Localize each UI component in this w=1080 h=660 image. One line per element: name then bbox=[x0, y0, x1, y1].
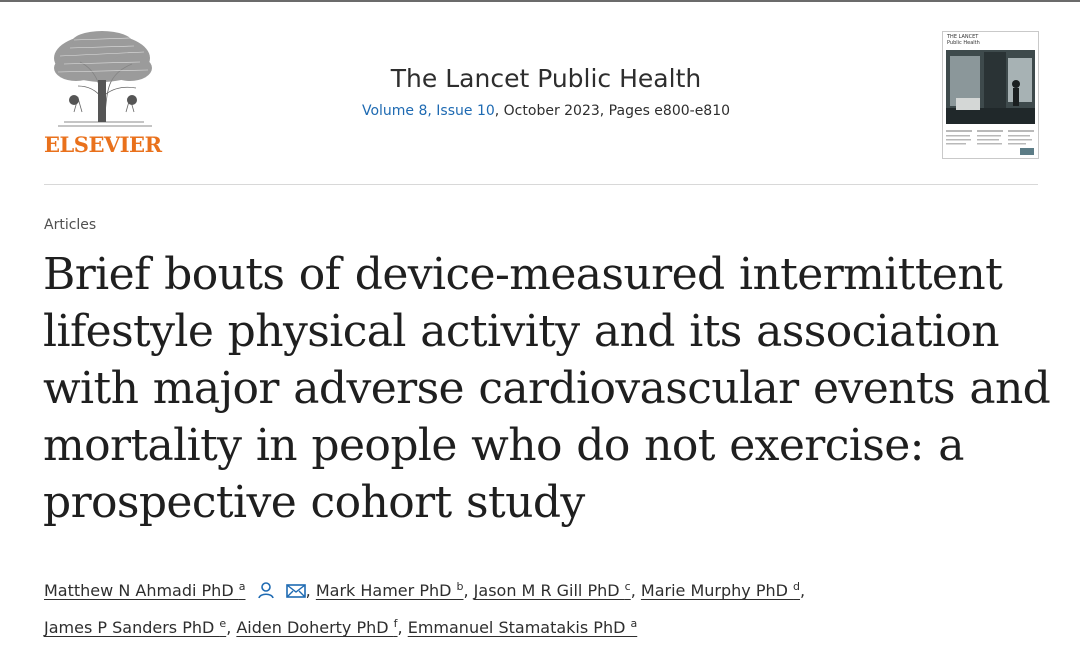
email-icon[interactable] bbox=[286, 577, 306, 611]
cover-text-lines bbox=[946, 128, 1035, 156]
article-title: Brief bouts of device-measured intermittent lifestyle physical activity and its association with major adverse cardiovascular events and mortality in people who do not exercise: a prospective cohort study bbox=[43, 249, 1051, 528]
author-link[interactable]: Mark Hamer PhD $^b$ bbox=[315, 580, 464, 600]
author-link[interactable]: Aiden Doherty PhD $^f$ bbox=[236, 617, 398, 637]
header-divider bbox=[44, 184, 1038, 185]
cover-photo bbox=[946, 50, 1035, 124]
cover-title-line2: Public Health bbox=[947, 40, 980, 46]
journal-info bbox=[214, 64, 878, 119]
cover-title-line1: THE LANCET bbox=[947, 34, 979, 40]
author-list: Matthew N Ahmadi PhD $^a$ , Mark Hamer PhD $^b$, Jason M R Gill PhD $^c$, Marie Murphy PhD $^d$, James P Sanders PhD $^e$, Aiden Doherty PhD $^f$, Emmanuel Stamatakis PhD $^a$ bbox=[44, 574, 1064, 645]
author-link[interactable]: Marie Murphy PhD $^d$ bbox=[640, 580, 801, 600]
journal-citation bbox=[214, 103, 878, 119]
publisher-wordmark: ELSEVIER bbox=[44, 132, 162, 157]
journal-header bbox=[44, 28, 1038, 158]
date-pages: , October 2023, Pages e800-e810 bbox=[494, 103, 731, 119]
journal-cover-thumbnail[interactable] bbox=[942, 31, 1039, 159]
volume-issue-link[interactable]: Volume 8, Issue 10 bbox=[361, 103, 495, 119]
article-section: Articles bbox=[44, 217, 97, 233]
author-link[interactable]: James P Sanders PhD $^e$ bbox=[44, 617, 227, 637]
author-link[interactable]: Matthew N Ahmadi PhD $^a$ bbox=[44, 580, 246, 600]
author-link[interactable]: Emmanuel Stamatakis PhD $^a$ bbox=[407, 617, 638, 637]
top-border bbox=[0, 0, 1080, 2]
tree-icon bbox=[44, 28, 159, 128]
elsevier-logo[interactable] bbox=[44, 28, 162, 158]
journal-title[interactable]: The Lancet Public Health bbox=[390, 64, 702, 93]
cover-title bbox=[947, 34, 980, 46]
author-link[interactable]: Jason M R Gill PhD $^c$ bbox=[473, 580, 631, 600]
person-icon[interactable] bbox=[257, 577, 275, 611]
